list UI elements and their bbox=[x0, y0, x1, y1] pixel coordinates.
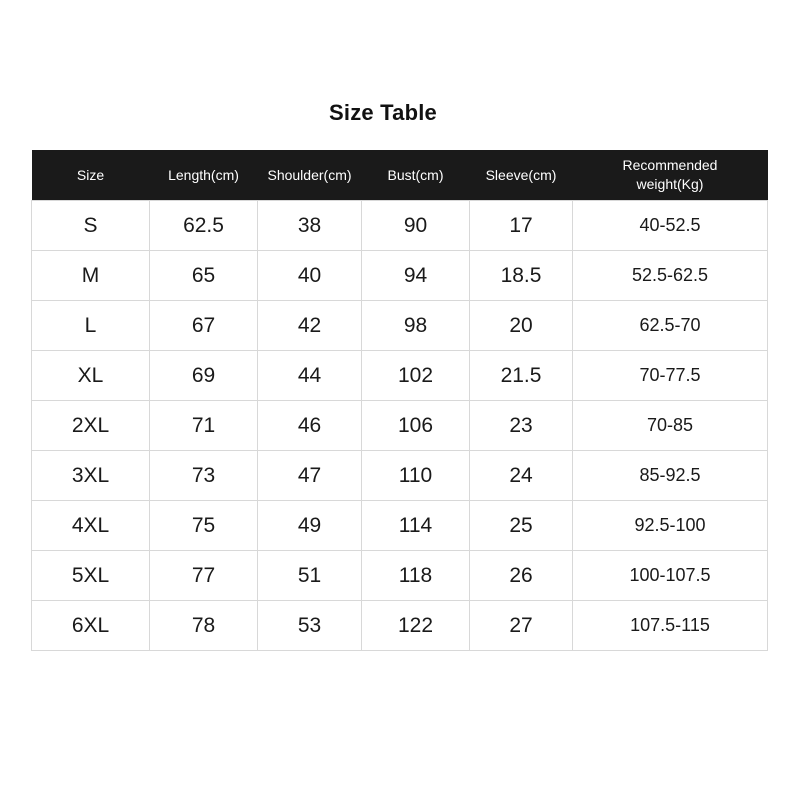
size-table bbox=[31, 150, 768, 651]
table-row bbox=[32, 301, 768, 351]
cell-size: 6XL bbox=[32, 601, 150, 651]
cell-length: 77 bbox=[150, 551, 258, 601]
cell-bust: 118 bbox=[362, 551, 470, 601]
table-row bbox=[32, 351, 768, 401]
cell-length: 65 bbox=[150, 251, 258, 301]
header-bust: Bust(cm) bbox=[362, 150, 470, 201]
cell-weight: 107.5-115 bbox=[573, 601, 768, 651]
header-weight-line2: weight(Kg) bbox=[636, 176, 704, 192]
table-row bbox=[32, 251, 768, 301]
cell-shoulder: 46 bbox=[258, 401, 362, 451]
cell-sleeve: 26 bbox=[470, 551, 573, 601]
cell-weight: 85-92.5 bbox=[573, 451, 768, 501]
cell-length: 71 bbox=[150, 401, 258, 451]
table-body bbox=[32, 201, 768, 651]
cell-length: 73 bbox=[150, 451, 258, 501]
cell-shoulder: 49 bbox=[258, 501, 362, 551]
cell-length: 67 bbox=[150, 301, 258, 351]
header-weight-line1: Recommended bbox=[622, 157, 718, 173]
cell-size: 3XL bbox=[32, 451, 150, 501]
table-row bbox=[32, 551, 768, 601]
cell-length: 78 bbox=[150, 601, 258, 651]
cell-sleeve: 20 bbox=[470, 301, 573, 351]
header-sleeve: Sleeve(cm) bbox=[470, 150, 573, 201]
cell-sleeve: 23 bbox=[470, 401, 573, 451]
cell-weight: 70-85 bbox=[573, 401, 768, 451]
table-row bbox=[32, 451, 768, 501]
cell-shoulder: 51 bbox=[258, 551, 362, 601]
cell-bust: 114 bbox=[362, 501, 470, 551]
cell-weight: 62.5-70 bbox=[573, 301, 768, 351]
cell-weight: 52.5-62.5 bbox=[573, 251, 768, 301]
cell-weight: 92.5-100 bbox=[573, 501, 768, 551]
cell-weight: 40-52.5 bbox=[573, 201, 768, 251]
table-row bbox=[32, 501, 768, 551]
cell-size: L bbox=[32, 301, 150, 351]
cell-shoulder: 42 bbox=[258, 301, 362, 351]
header-recommended-weight bbox=[573, 150, 768, 201]
table-title: Size Table bbox=[329, 100, 437, 125]
cell-size: XL bbox=[32, 351, 150, 401]
cell-weight: 100-107.5 bbox=[573, 551, 768, 601]
cell-size: 2XL bbox=[32, 401, 150, 451]
cell-bust: 98 bbox=[362, 301, 470, 351]
cell-shoulder: 40 bbox=[258, 251, 362, 301]
cell-sleeve: 17 bbox=[470, 201, 573, 251]
cell-sleeve: 21.5 bbox=[470, 351, 573, 401]
cell-size: M bbox=[32, 251, 150, 301]
cell-shoulder: 44 bbox=[258, 351, 362, 401]
header-length: Length(cm) bbox=[150, 150, 258, 201]
cell-size: 5XL bbox=[32, 551, 150, 601]
cell-sleeve: 24 bbox=[470, 451, 573, 501]
cell-weight: 70-77.5 bbox=[573, 351, 768, 401]
table-row bbox=[32, 201, 768, 251]
cell-bust: 102 bbox=[362, 351, 470, 401]
cell-bust: 106 bbox=[362, 401, 470, 451]
table-row bbox=[32, 401, 768, 451]
header-shoulder: Shoulder(cm) bbox=[258, 150, 362, 201]
cell-length: 75 bbox=[150, 501, 258, 551]
cell-size: S bbox=[32, 201, 150, 251]
cell-bust: 90 bbox=[362, 201, 470, 251]
cell-shoulder: 38 bbox=[258, 201, 362, 251]
header-row bbox=[32, 150, 768, 201]
cell-sleeve: 18.5 bbox=[470, 251, 573, 301]
cell-bust: 94 bbox=[362, 251, 470, 301]
cell-size: 4XL bbox=[32, 501, 150, 551]
cell-bust: 110 bbox=[362, 451, 470, 501]
cell-sleeve: 27 bbox=[470, 601, 573, 651]
cell-length: 69 bbox=[150, 351, 258, 401]
cell-shoulder: 53 bbox=[258, 601, 362, 651]
cell-shoulder: 47 bbox=[258, 451, 362, 501]
cell-bust: 122 bbox=[362, 601, 470, 651]
cell-sleeve: 25 bbox=[470, 501, 573, 551]
header-size: Size bbox=[32, 150, 150, 201]
cell-length: 62.5 bbox=[150, 201, 258, 251]
table-row bbox=[32, 601, 768, 651]
